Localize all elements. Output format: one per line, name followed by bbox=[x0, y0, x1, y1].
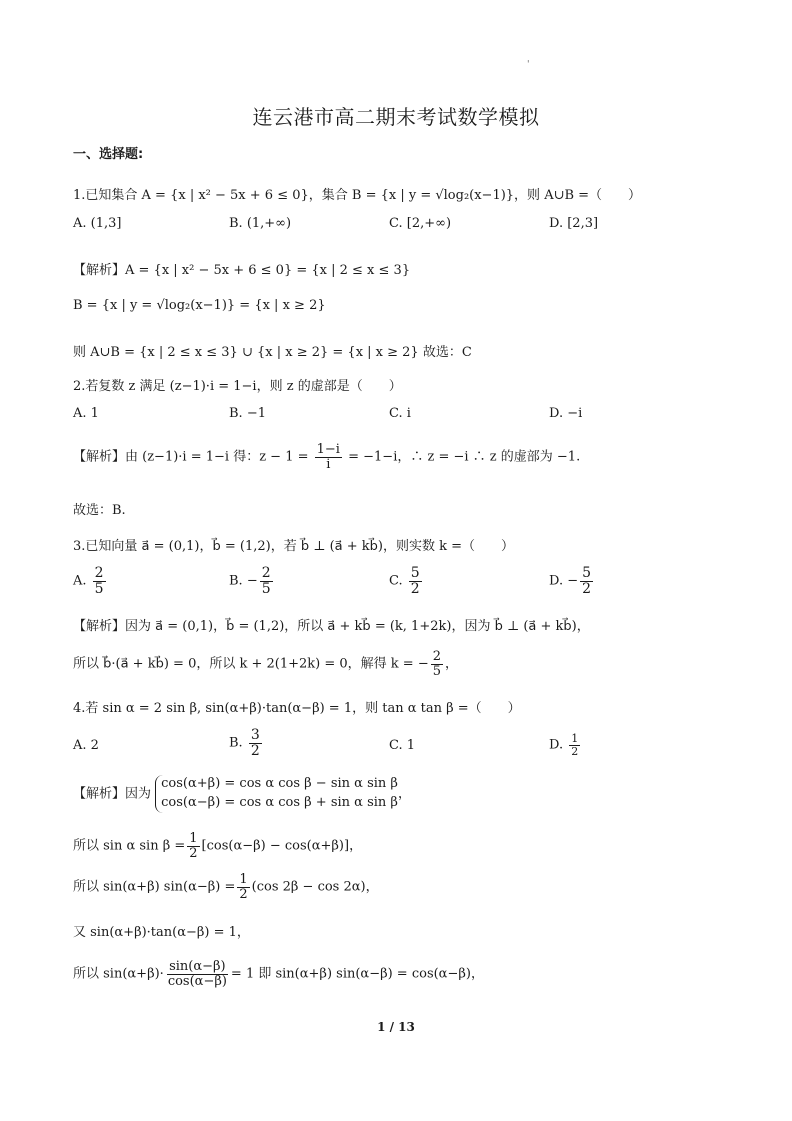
question-4-text: 4.若 sin α = 2 sin β, sin(α+β)·tan(α−β) = 1，则 tan α tan β =（ ） bbox=[73, 701, 521, 716]
fraction-numerator: 3 bbox=[250, 727, 260, 743]
fraction-numerator: 1−i bbox=[316, 442, 340, 457]
q2-solution-fraction bbox=[315, 443, 342, 471]
q1-option-b: B. (1,+∞) bbox=[229, 216, 292, 231]
q4-option-b bbox=[229, 728, 264, 758]
q3-option-b bbox=[229, 566, 275, 596]
fraction-denominator: 2 bbox=[582, 580, 592, 597]
line-suffix: (cos 2β − cos 2α)， bbox=[251, 879, 379, 895]
q3-option-d bbox=[549, 566, 595, 596]
fraction-numerator: 5 bbox=[410, 565, 420, 581]
fraction-numerator: 1 bbox=[571, 732, 579, 745]
q2-option-a: A. 1 bbox=[73, 406, 99, 421]
q1-solution-line-3: 则 A∪B = {x | 2 ≤ x ≤ 3} ∪ {x | x ≥ 2} = {x | x ≥ 2} 故选：C bbox=[73, 345, 472, 360]
option-label: B. bbox=[229, 573, 243, 589]
fraction-numerator: 2 bbox=[261, 565, 271, 581]
q4-option-d bbox=[549, 733, 582, 757]
option-fraction bbox=[260, 566, 273, 596]
q4-solution-line-4 bbox=[73, 960, 484, 988]
q4-option-a bbox=[73, 738, 99, 753]
q3-solution-suffix: ， bbox=[445, 656, 459, 672]
option-fraction bbox=[249, 728, 262, 758]
option-label: A. bbox=[73, 573, 87, 589]
fraction-denominator: i bbox=[326, 456, 331, 472]
q4-solution-line-1 bbox=[73, 832, 362, 860]
line-fraction bbox=[237, 873, 249, 901]
fraction-numerator: 1 bbox=[239, 872, 248, 887]
equation-line-1: cos(α+β) = cos α cos β − sin α sin β bbox=[161, 776, 398, 791]
page-mark: ' bbox=[527, 60, 530, 70]
fraction-denominator: 5 bbox=[94, 580, 104, 597]
q1-option-c: C. [2,+∞) bbox=[389, 216, 452, 231]
page-counter: 1 / 13 bbox=[377, 1020, 415, 1034]
fraction-numerator: 2 bbox=[94, 565, 104, 581]
option-label: C. 1 bbox=[389, 738, 416, 753]
option-label: D. bbox=[549, 573, 564, 589]
q1-option-d: D. [2,3] bbox=[549, 216, 599, 231]
line-fraction bbox=[187, 832, 199, 860]
question-1-text: 1.已知集合 A = {x | x² − 5x + 6 ≤ 0}，集合 B = {x | y = √log₂(x−1)}，则 A∪B =（ ） bbox=[73, 188, 642, 203]
page-title: 连云港市高二期末考试数学模拟 bbox=[252, 105, 540, 129]
fraction-denominator: 2 bbox=[189, 845, 198, 861]
q2-solution-line-1 bbox=[73, 443, 580, 471]
equation-system bbox=[155, 775, 398, 813]
line-prefix: 所以 sin(α+β) sin(α−β) = bbox=[73, 879, 236, 895]
fraction-denominator: 2 bbox=[571, 744, 579, 758]
q1-solution-line-1: 【解析】A = {x | x² − 5x + 6 ≤ 0} = {x | 2 ≤ x ≤ 3} bbox=[73, 263, 411, 278]
fraction-numerator: 5 bbox=[582, 565, 592, 581]
q1-option-a: A. (1,3] bbox=[73, 216, 122, 231]
q4-solution-line-2 bbox=[73, 873, 379, 901]
option-fraction bbox=[93, 566, 106, 596]
q4-solution-line-3: 又 sin(α+β)·tan(α−β) = 1， bbox=[73, 925, 250, 940]
q2-solution-suffix: = −1−i，∴ z = −i ∴ z 的虚部为 −1. bbox=[348, 449, 581, 465]
q3-solution-line-2 bbox=[73, 650, 458, 678]
line-prefix: 所以 sin(α+β)· bbox=[73, 966, 164, 982]
fraction-denominator: 5 bbox=[261, 580, 271, 597]
option-fraction bbox=[580, 566, 593, 596]
q3-option-c bbox=[389, 566, 424, 596]
option-fraction bbox=[409, 566, 422, 596]
q4-solution-prefix: 【解析】因为 bbox=[73, 786, 152, 802]
equation-line-2: cos(α−β) = cos α cos β + sin α sin β bbox=[161, 794, 398, 810]
q2-solution-prefix: 【解析】由 (z−1)·i = 1−i 得：z − 1 = bbox=[73, 449, 309, 465]
q1-solution-line-2: B = {x | y = √log₂(x−1)} = {x | x ≥ 2} bbox=[73, 298, 326, 313]
fraction-denominator: 2 bbox=[250, 742, 260, 759]
q3-solution-fraction bbox=[431, 650, 443, 678]
option-label: C. bbox=[389, 573, 403, 589]
question-3-text: 3.已知向量 a⃗ = (0,1)，b⃗ = (1,2)，若 b⃗ ⊥ (a⃗ + kb⃗)，则实数 k =（ ） bbox=[73, 539, 515, 554]
option-fraction bbox=[569, 733, 580, 757]
q2-option-c: C. i bbox=[389, 406, 411, 421]
line-suffix: = 1 即 sin(α+β) sin(α−β) = cos(α−β)， bbox=[230, 966, 484, 982]
q3-solution-line-1: 【解析】因为 a⃗ = (0,1)，b⃗ = (1,2)，所以 a⃗ + kb⃗ = (k, 1+2k)，因为 b⃗ ⊥ (a⃗ + kb⃗)， bbox=[73, 619, 590, 634]
q4-option-c bbox=[389, 738, 415, 753]
option-sign: − bbox=[567, 573, 579, 589]
question-2-text: 2.若复数 z 满足 (z−1)·i = 1−i，则 z 的虚部是（ ） bbox=[73, 379, 402, 394]
line-suffix: [cos(α−β) − cos(α+β)]， bbox=[201, 838, 363, 854]
q2-solution-line-2: 故选：B. bbox=[73, 503, 126, 518]
fraction-denominator: cos(α−β) bbox=[167, 973, 227, 989]
option-sign: − bbox=[246, 573, 258, 589]
option-label: D. bbox=[549, 737, 564, 753]
q4-solution-system bbox=[73, 775, 411, 813]
fraction-denominator: 5 bbox=[432, 663, 442, 679]
fraction-numerator: 2 bbox=[432, 649, 442, 664]
q3-solution-prefix: 所以 b⃗·(a⃗ + kb⃗) = 0，所以 k + 2(1+2k) = 0，解得 k = − bbox=[73, 656, 429, 672]
fraction-denominator: 2 bbox=[410, 580, 420, 597]
q3-option-a bbox=[73, 566, 108, 596]
line-prefix: 所以 sin α sin β = bbox=[73, 838, 186, 854]
q4-system-suffix: ， bbox=[397, 786, 411, 802]
section-heading: 一、选择题: bbox=[73, 147, 144, 162]
line-fraction bbox=[166, 960, 229, 988]
option-label: A. 2 bbox=[73, 738, 99, 753]
fraction-denominator: 2 bbox=[239, 886, 248, 902]
fraction-numerator: 1 bbox=[189, 831, 198, 846]
option-label: B. bbox=[229, 735, 243, 751]
q2-option-d: D. −i bbox=[549, 406, 583, 421]
q2-option-b: B. −1 bbox=[229, 406, 266, 421]
fraction-numerator: sin(α−β) bbox=[169, 959, 226, 974]
